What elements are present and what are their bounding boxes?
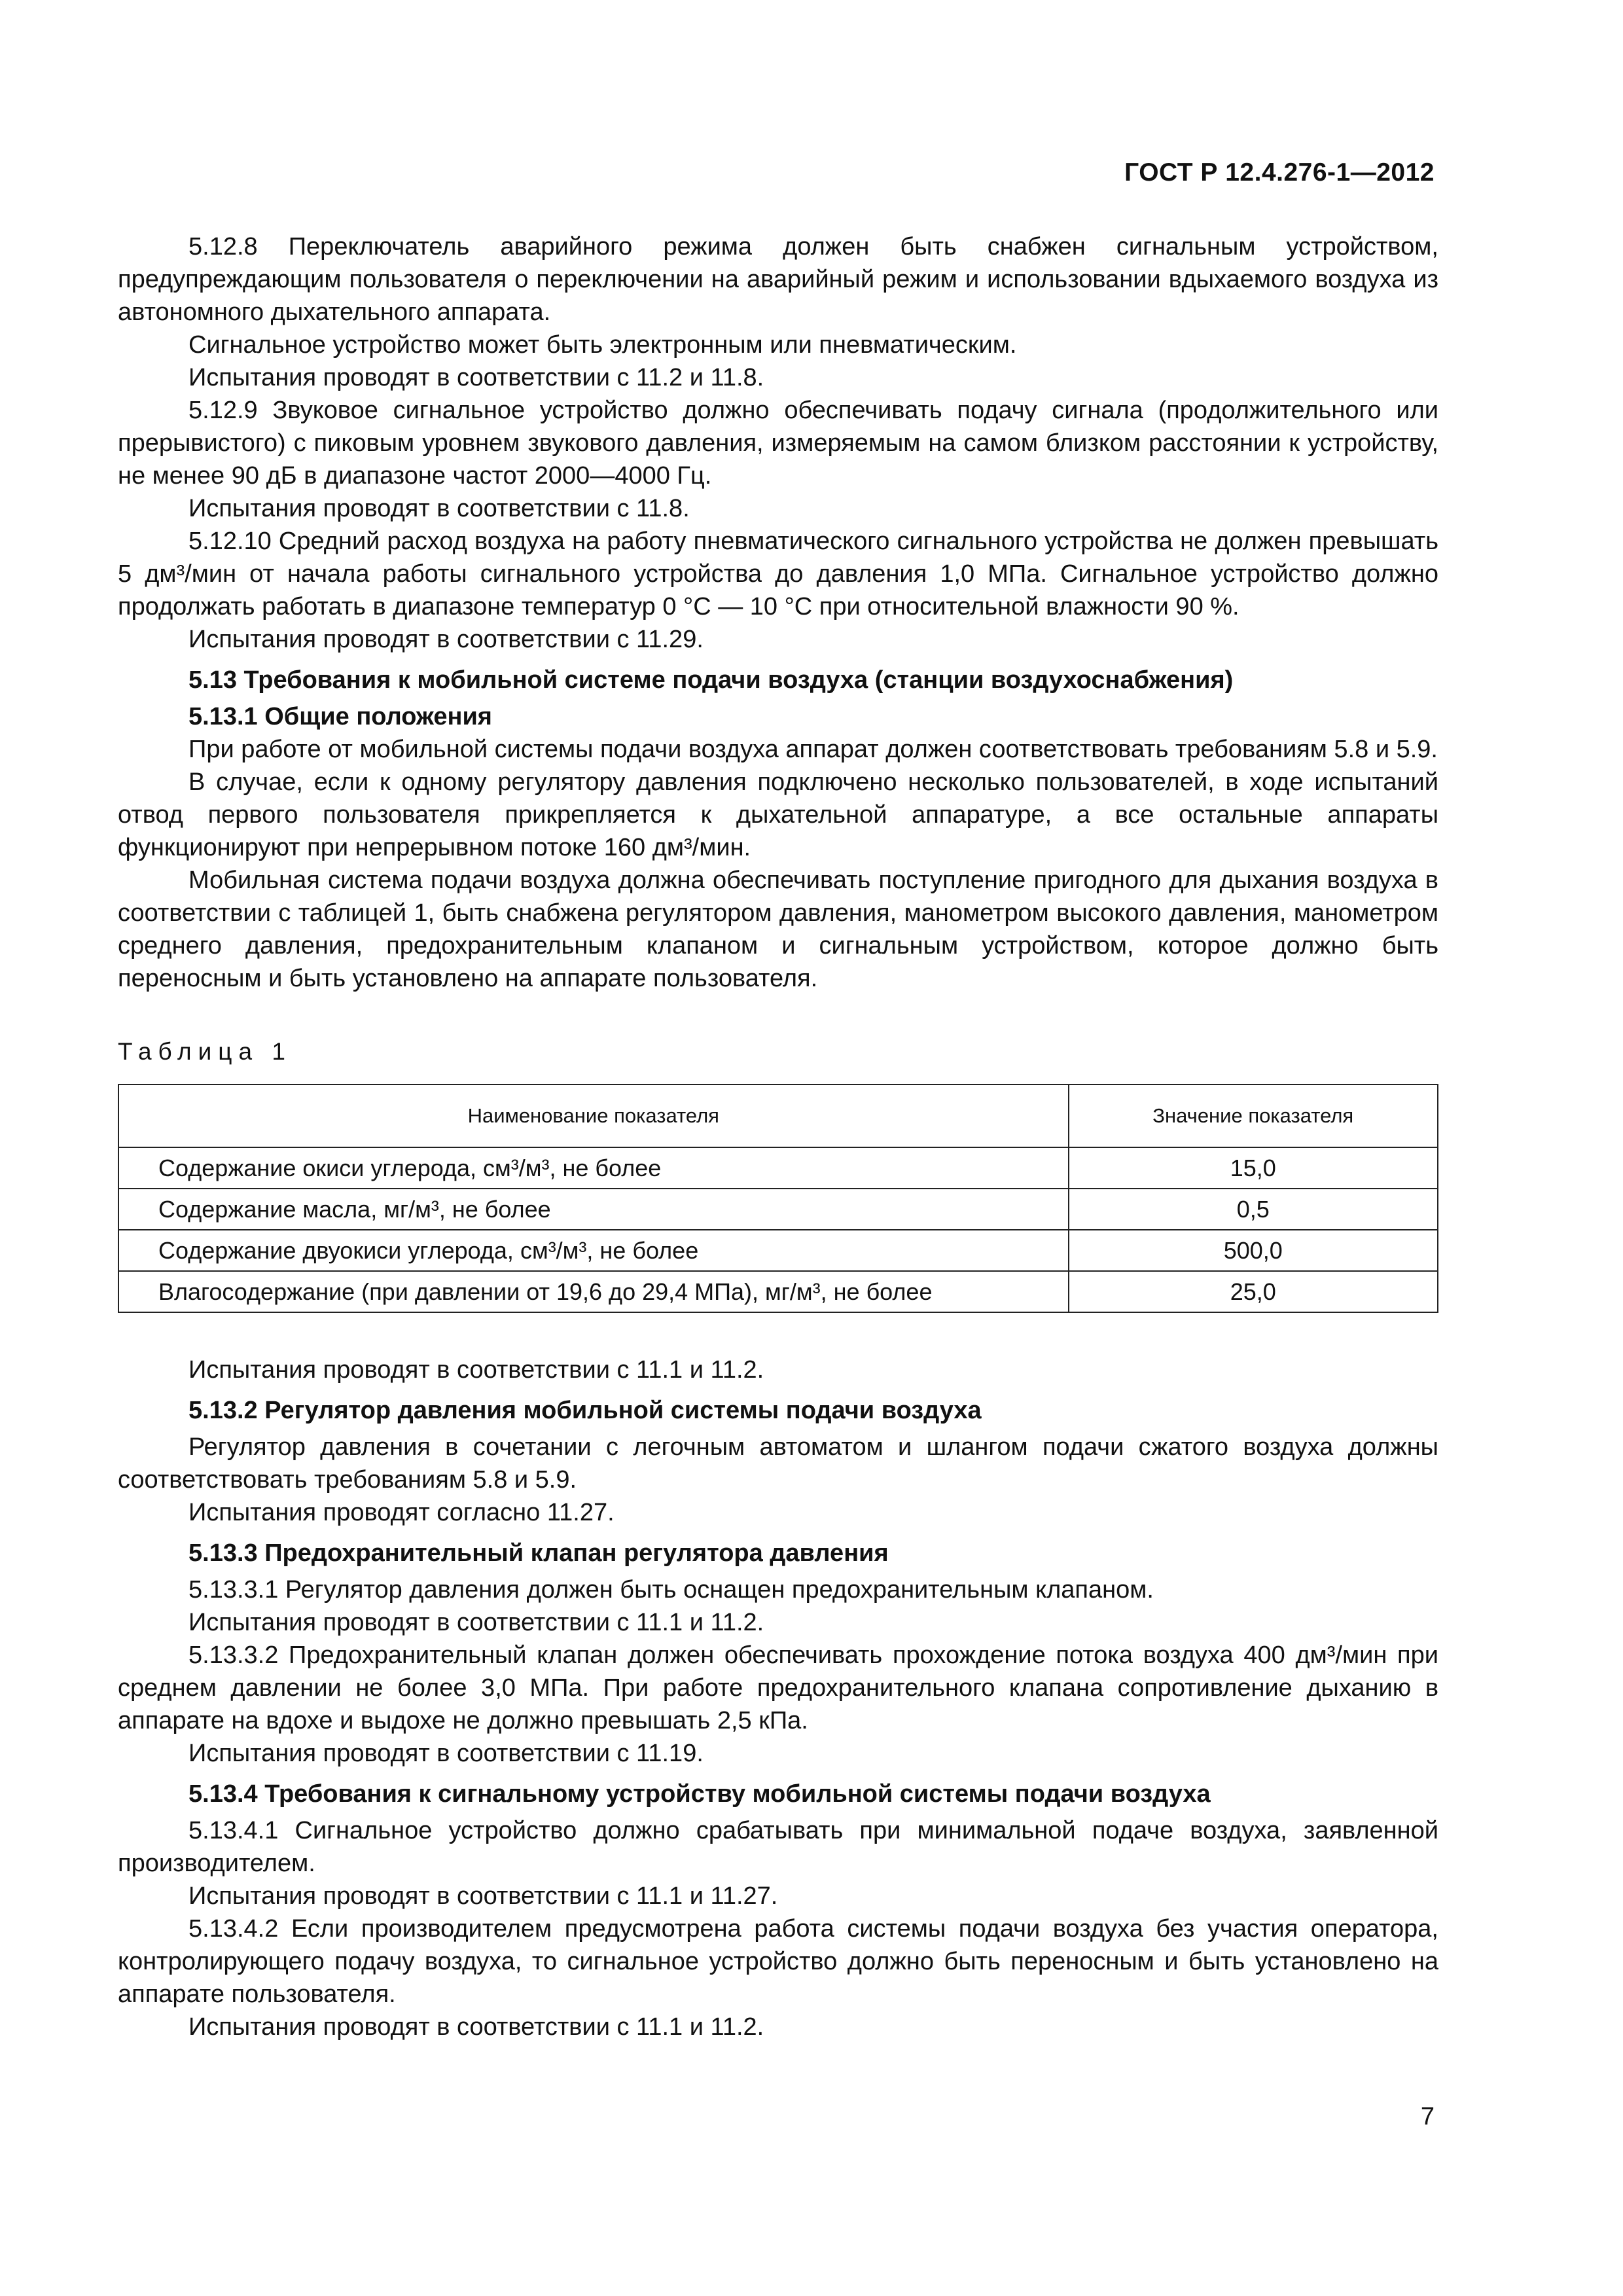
paragraph: 5.13.4.1 Сигнальное устройство должно срабатывать при минимальной подаче воздуха, заявленной производителем. <box>118 1817 1438 1877</box>
indicator-name: Содержание окиси углерода, см³/м³, не более <box>118 1147 1069 1189</box>
table-row <box>118 1147 1438 1189</box>
text-section-after-table <box>118 1354 1438 2043</box>
paragraph: Испытания проводят в соответствии с 11.8. <box>188 495 690 522</box>
paragraph: 5.13.3.1 Регулятор давления должен быть оснащен предохранительным клапаном. <box>188 1576 1154 1604</box>
indicator-name: Влагосодержание (при давлении от 19,6 до 29,4 МПа), мг/м³, не более <box>118 1271 1069 1312</box>
paragraph: 5.12.10 Средний расход воздуха на работу пневматического сигнального устройства не должен превышать 5 дм³/мин от начала работы сигнального устройства до давления 1,0 МПа. Сигнальное устройство должно продолжать работать в диапазоне температур 0 °С — 10 °С при относительной влажности 90 %. <box>118 528 1438 620</box>
section-heading: 5.13.1 Общие положения <box>188 703 492 730</box>
section-heading: 5.13.2 Регулятор давления мобильной системы подачи воздуха <box>188 1397 982 1424</box>
section-heading: 5.13 Требования к мобильной системе подачи воздуха (станции воздухоснабжения) <box>188 666 1234 694</box>
paragraph: 5.13.4.2 Если производителем предусмотрена работа системы подачи воздуха без участия оператора, контролирующего подачу воздуха, то сигнальное устройство должно быть переносным и быть установлено на аппарате пользователя. <box>118 1915 1438 2008</box>
paragraph: Сигнальное устройство может быть электронным или пневматическим. <box>188 331 1017 359</box>
table-1 <box>118 1084 1438 1313</box>
paragraph: Испытания проводят в соответствии с 11.1 и 11.2. <box>188 1356 764 1384</box>
column-header-name: Наименование показателя <box>118 1085 1069 1147</box>
paragraph: Испытания проводят согласно 11.27. <box>188 1499 615 1526</box>
indicator-name: Содержание масла, мг/м³, не более <box>118 1189 1069 1230</box>
table-caption: Таблица 1 <box>118 1038 292 1065</box>
paragraph: Мобильная система подачи воздуха должна обеспечивать поступление пригодного для дыхания воздуха в соответствии с таблицей 1, быть снабжена регулятором давления, манометром высокого давления, манометром среднего давления, предохранительным клапаном и сигнальным устройством, которое должно быть переносным и быть установлено на аппарате пользователя. <box>118 867 1438 992</box>
column-header-value: Значение показателя <box>1069 1085 1438 1147</box>
paragraph: Испытания проводят в соответствии с 11.1 и 11.2. <box>188 1609 764 1636</box>
paragraph: 5.12.8 Переключатель аварийного режима должен быть снабжен сигнальным устройством, предупреждающим пользователя о переключении на аварийный режим и использовании вдыхаемого воздуха из автономного дыхательного аппарата. <box>118 233 1438 326</box>
indicator-name: Содержание двуокиси углерода, см³/м³, не более <box>118 1230 1069 1271</box>
table-row <box>118 1271 1438 1312</box>
indicator-value: 0,5 <box>1069 1189 1438 1230</box>
text-section-before-table <box>118 230 1438 995</box>
section-heading: 5.13.4 Требования к сигнальному устройству мобильной системы подачи воздуха <box>188 1780 1211 1808</box>
paragraph: Испытания проводят в соответствии с 11.29. <box>188 626 704 653</box>
paragraph: При работе от мобильной системы подачи воздуха аппарат должен соответствовать требованиям 5.8 и 5.9. <box>188 736 1438 763</box>
table-header-row <box>118 1085 1438 1147</box>
section-heading: 5.13.3 Предохранительный клапан регулятора давления <box>188 1539 889 1567</box>
indicator-value: 25,0 <box>1069 1271 1438 1312</box>
paragraph: В случае, если к одному регулятору давления подключено несколько пользователей, в ходе испытаний отвод первого пользователя прикрепляется к дыхательной аппаратуре, а все остальные аппараты функционируют при непрерывном потоке 160 дм³/мин. <box>118 768 1438 861</box>
paragraph: Испытания проводят в соответствии с 11.1 и 11.27. <box>188 1882 778 1910</box>
table-body <box>118 1147 1438 1312</box>
paragraph: Испытания проводят в соответствии с 11.1 и 11.2. <box>188 2013 764 2041</box>
indicator-value: 500,0 <box>1069 1230 1438 1271</box>
page-number: 7 <box>1420 2103 1435 2130</box>
document-body <box>118 230 1438 2043</box>
paragraph: Испытания проводят в соответствии с 11.2 и 11.8. <box>188 364 764 391</box>
paragraph: 5.12.9 Звуковое сигнальное устройство должно обеспечивать подачу сигнала (продолжительного или прерывистого) с пиковым уровнем звукового давления, измеряемым на самом близком расстоянии к устройству, не менее 90 дБ в диапазоне частот 2000—4000 Гц. <box>118 397 1438 490</box>
indicator-value: 15,0 <box>1069 1147 1438 1189</box>
document-number: ГОСТ Р 12.4.276-1—2012 <box>1124 158 1435 187</box>
paragraph: 5.13.3.2 Предохранительный клапан должен обеспечивать прохождение потока воздуха 400 дм³/мин при среднем давлении не более 3,0 МПа. При работе предохранительного клапана сопротивление дыханию в аппарате на вдохе и выдохе не должно превышать 2,5 кПа. <box>118 1641 1438 1734</box>
table-row <box>118 1189 1438 1230</box>
paragraph: Испытания проводят в соответствии с 11.19. <box>188 1740 704 1767</box>
table-row <box>118 1230 1438 1271</box>
paragraph: Регулятор давления в сочетании с легочным автоматом и шлангом подачи сжатого воздуха должны соответствовать требованиям 5.8 и 5.9. <box>118 1433 1438 1494</box>
